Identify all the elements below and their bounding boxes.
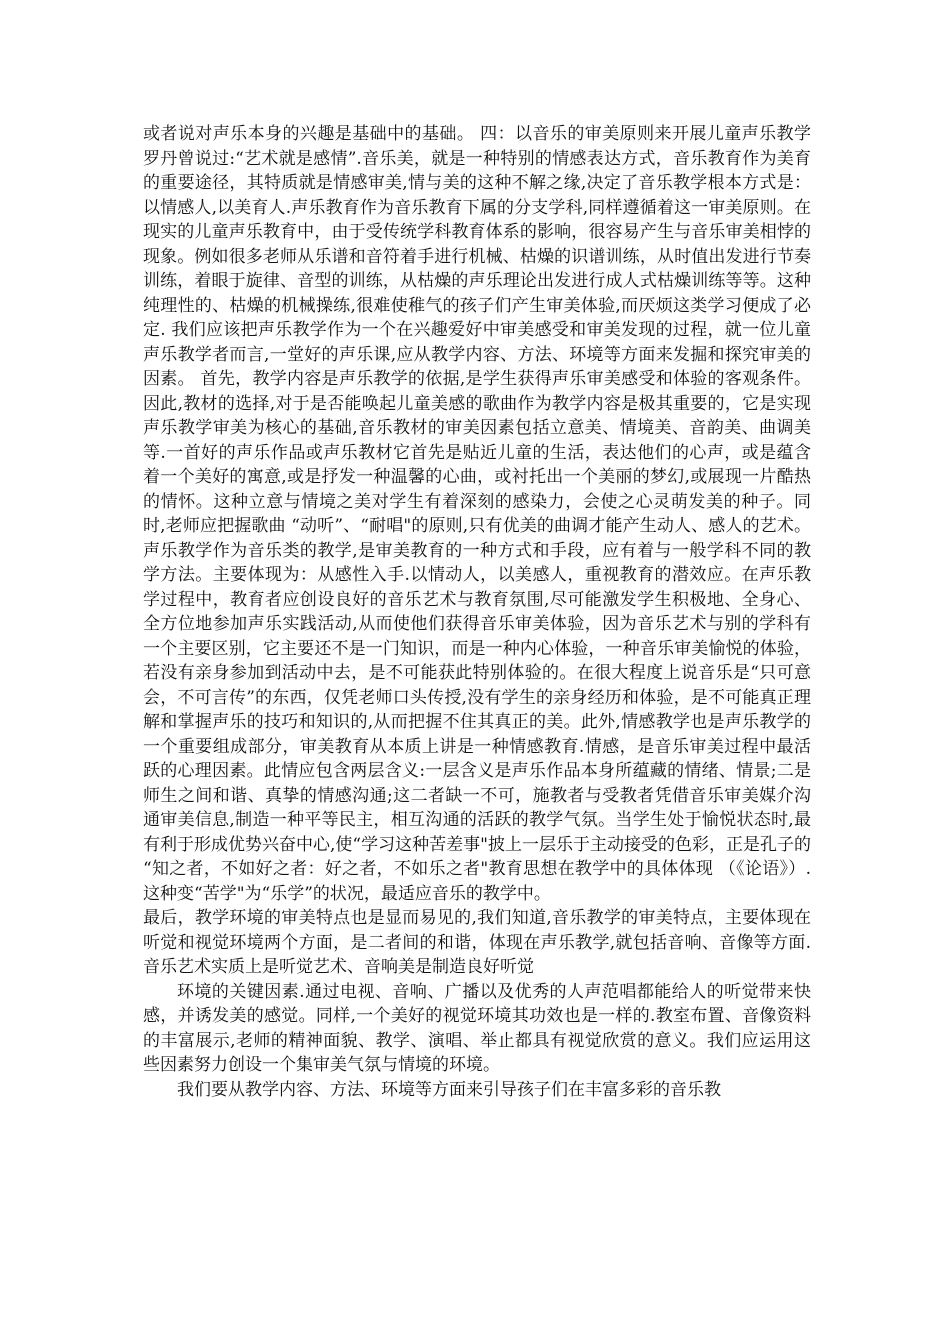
- paragraph-conclusion: 我们要从教学内容、方法、环境等方面来引导孩子们在丰富多彩的音乐教: [177, 1079, 721, 1100]
- paragraph-environment-factors: 环境的关键因素.通过电视、音响、广播以及优秀的人声范唱都能给人的听觉带来快感，并诱发美的感觉。同样,一个美好的视觉环境其功效也是一样的.教室布置、音像资料的丰富展示,老师的精神面貌、教学、演唱、举止都具有视觉欣赏的意义。我们应运用这些因素努力创设一个集审美气氛与情境的环境。: [143, 981, 811, 1075]
- paragraph-aesthetic-principles: 或者说对声乐本身的兴趣是基础中的基础。 四：以音乐的审美原则来开展儿童声乐教学 罗丹曾说过:“艺术就是感情”.音乐美，就是一种特别的情感表达方式，音乐教育作为美育的重要途径，其特质就是情感审美,情与美的这种不解之缘,决定了音乐教学根本方式是：以情感人,以美育人.声乐教育作为音乐教育下属的分支学科,同样遵循着这一审美原则。在现实的儿童声乐教育中，由于受传统学科教育体系的影响，很容易产生与音乐审美相悖的现象。例如很多老师从乐谱和音符着手进行机械、枯燥的识谱训练，从时值出发进行节奏训练，着眼于旋律、音型的训练，从枯燥的声乐理论出发进行成人式枯燥训练等等。这种纯理性的、枯燥的机械操练,很难使稚气的孩子们产生审美体验,而厌烦这类学习便成了必定. 我们应该把声乐教学作为一个在兴趣爱好中审美感受和审美发现的过程，就一位儿童声乐教学者而言,一堂好的声乐课,应从教学内容、方法、环境等方面来发掘和探究审美的因素。 首先，教学内容是声乐教学的依据,是学生获得声乐审美感受和体验的客观条件。因此,教材的选择,对于是否能唤起儿童美感的歌曲作为教学内容是极其重要的，它是实现声乐教学审美为核心的基础,音乐教材的审美因素包括立意美、情境美、音韵美、曲调美等.一首好的声乐作品或声乐教材它首先是贴近儿童的生活，表达他们的心声，或是蕴含着一个美好的寓意,或是抒发一种温馨的心曲，或衬托出一个美丽的梦幻,或展现一片酷热的情怀。这种立意与情境之美对学生有着深刻的感染力，会使之心灵萌发美的种子。同时,老师应把握歌曲 “动听”、“耐唱"的原则,只有优美的曲调才能产生动人、感人的艺术。 声乐教学作为音乐类的教学,是审美教育的一种方式和手段，应有着与一般学科不同的教学方法。主要体现为：从感性入手.以情动人，以美感人，重视教育的潜效应。在声乐教学过程中，教育者应创设良好的音乐艺术与教育氛围,尽可能激发学生积极地、全身心、全方位地参加声乐实践活动,从而使他们获得音乐审美体验，因为音乐艺术与别的学科有一个主要区别，它主要还不是一门知识，而是一种内心体验，一种音乐审美愉悦的体验，若没有亲身参加到活动中去，是不可能获此特别体验的。在很大程度上说音乐是“只可意会，不可言传”的东西，仅凭老师口头传授,没有学生的亲身经历和体验，是不可能真正理解和掌握声乐的技巧和知识的,从而把握不住其真正的美。此外,情感教学也是声乐教学的一个重要组成部分，审美教育从本质上讲是一种情感教育.情感，是音乐审美过程中最活跃的心理因素。此情应包含两层含义:一层含义是声乐作品本身所蕴藏的情绪、情景;二是师生之间和谐、真挚的情感沟通;这二者缺一不可，施教者与受教者凭借音乐审美媒介沟通审美信息,制造一种平等民主，相互沟通的活跃的教学气氛。当学生处于愉悦状态时,最有利于形成优势兴奋中心,使“学习这种苦差事"披上一层乐于主动接受的色彩，正是孔子的 “知之者，不如好之者：好之者，不如乐之者"教育思想在教学中的具体体现 （《论语》）.这种变“苦学"为“乐学”的状况，最适应音乐的教学中。: [143, 124, 811, 904]
- document-body: [143, 122, 811, 1102]
- paragraph-teaching-environment: 最后，教学环境的审美特点也是显而易见的,我们知道,音乐教学的审美特点，主要体现在听觉和视觉环境两个方面，是二者间的和谐，体现在声乐教学,就包括音响、音像等方面.音乐艺术实质上是听觉艺术、音响美是制造良好听觉: [143, 908, 811, 977]
